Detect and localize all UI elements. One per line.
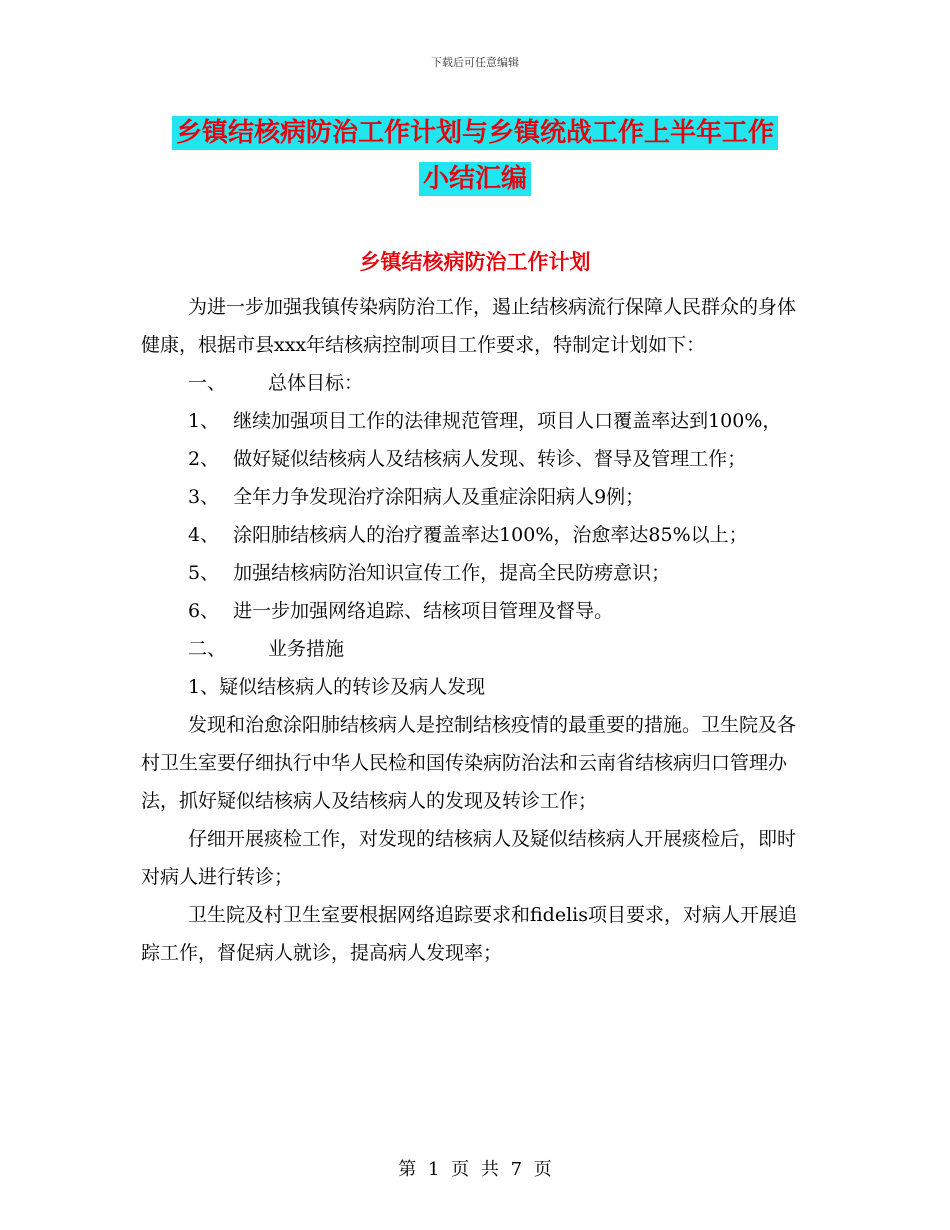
- goal-item: [141, 402, 807, 440]
- document-title-line1: 乡镇结核病防治工作计划与乡镇统战工作上半年工作: [172, 116, 778, 150]
- goal-text: 涂阳肺结核病人的治疗覆盖率达100%，治愈率达85%以上；: [233, 524, 748, 546]
- goal-item: [141, 592, 807, 630]
- goal-text: 加强结核病防治知识宣传工作，提高全民防痨意识；: [233, 562, 671, 584]
- body-paragraph: 仔细开展痰检工作，对发现的结核病人及疑似结核病人开展痰检后，即时对病人进行转诊；: [141, 828, 797, 888]
- goal-number: 6、: [188, 600, 220, 622]
- page-header-note: 下载后可任意编辑: [431, 56, 519, 69]
- intro-paragraph: 为进一步加强我镇传染病防治工作，遏止结核病流行保障人民群众的身体健康，根据市县xxx年结核病控制项目工作要求，特制定计划如下：: [141, 296, 797, 356]
- heading-text: 总体目标：: [268, 372, 364, 394]
- heading-number: 二、: [188, 638, 227, 660]
- section-title: 乡镇结核病防治工作计划: [359, 250, 591, 274]
- goal-item: [141, 516, 807, 554]
- page-footer-number: 第 1 页 共 7 页: [398, 1159, 552, 1180]
- document-title-line2: 小结汇编: [419, 162, 531, 196]
- document-body: [141, 288, 807, 972]
- goal-number: 1、: [188, 410, 220, 432]
- goal-number: 2、: [188, 448, 220, 470]
- document-title: [0, 110, 950, 202]
- body-paragraph: 发现和治愈涂阳肺结核病人是控制结核疫情的最重要的措施。卫生院及各村卫生室要仔细执行中华人民检和国传染病防治法和云南省结核病归口管理办法，抓好疑似结核病人及结核病人的发现及转诊工作；: [141, 714, 797, 812]
- heading-text: 业务措施: [268, 638, 345, 660]
- body-paragraph: 卫生院及村卫生室要根据网络追踪要求和fidelis项目要求，对病人开展追踪工作，督促病人就诊，提高病人发现率；: [141, 904, 797, 964]
- goal-item: [141, 440, 807, 478]
- goal-text: 做好疑似结核病人及结核病人发现、转诊、督导及管理工作；: [233, 448, 747, 470]
- goal-number: 3、: [188, 486, 220, 508]
- goal-number: 5、: [188, 562, 220, 584]
- goal-number: 4、: [188, 524, 220, 546]
- goal-text: 进一步加强网络追踪、结核项目管理及督导。: [233, 600, 614, 622]
- goal-item: [141, 478, 807, 516]
- goal-text: 全年力争发现治疗涂阳病人及重症涂阳病人9例；: [233, 486, 645, 508]
- subheading-referral: 1、疑似结核病人的转诊及病人发现: [188, 676, 486, 698]
- heading-business-measures: [141, 630, 807, 668]
- goal-text: 继续加强项目工作的法律规范管理，项目人口覆盖率达到100%，: [233, 410, 782, 432]
- heading-number: 一、: [188, 372, 227, 394]
- heading-overall-goals: [141, 364, 807, 402]
- goal-item: [141, 554, 807, 592]
